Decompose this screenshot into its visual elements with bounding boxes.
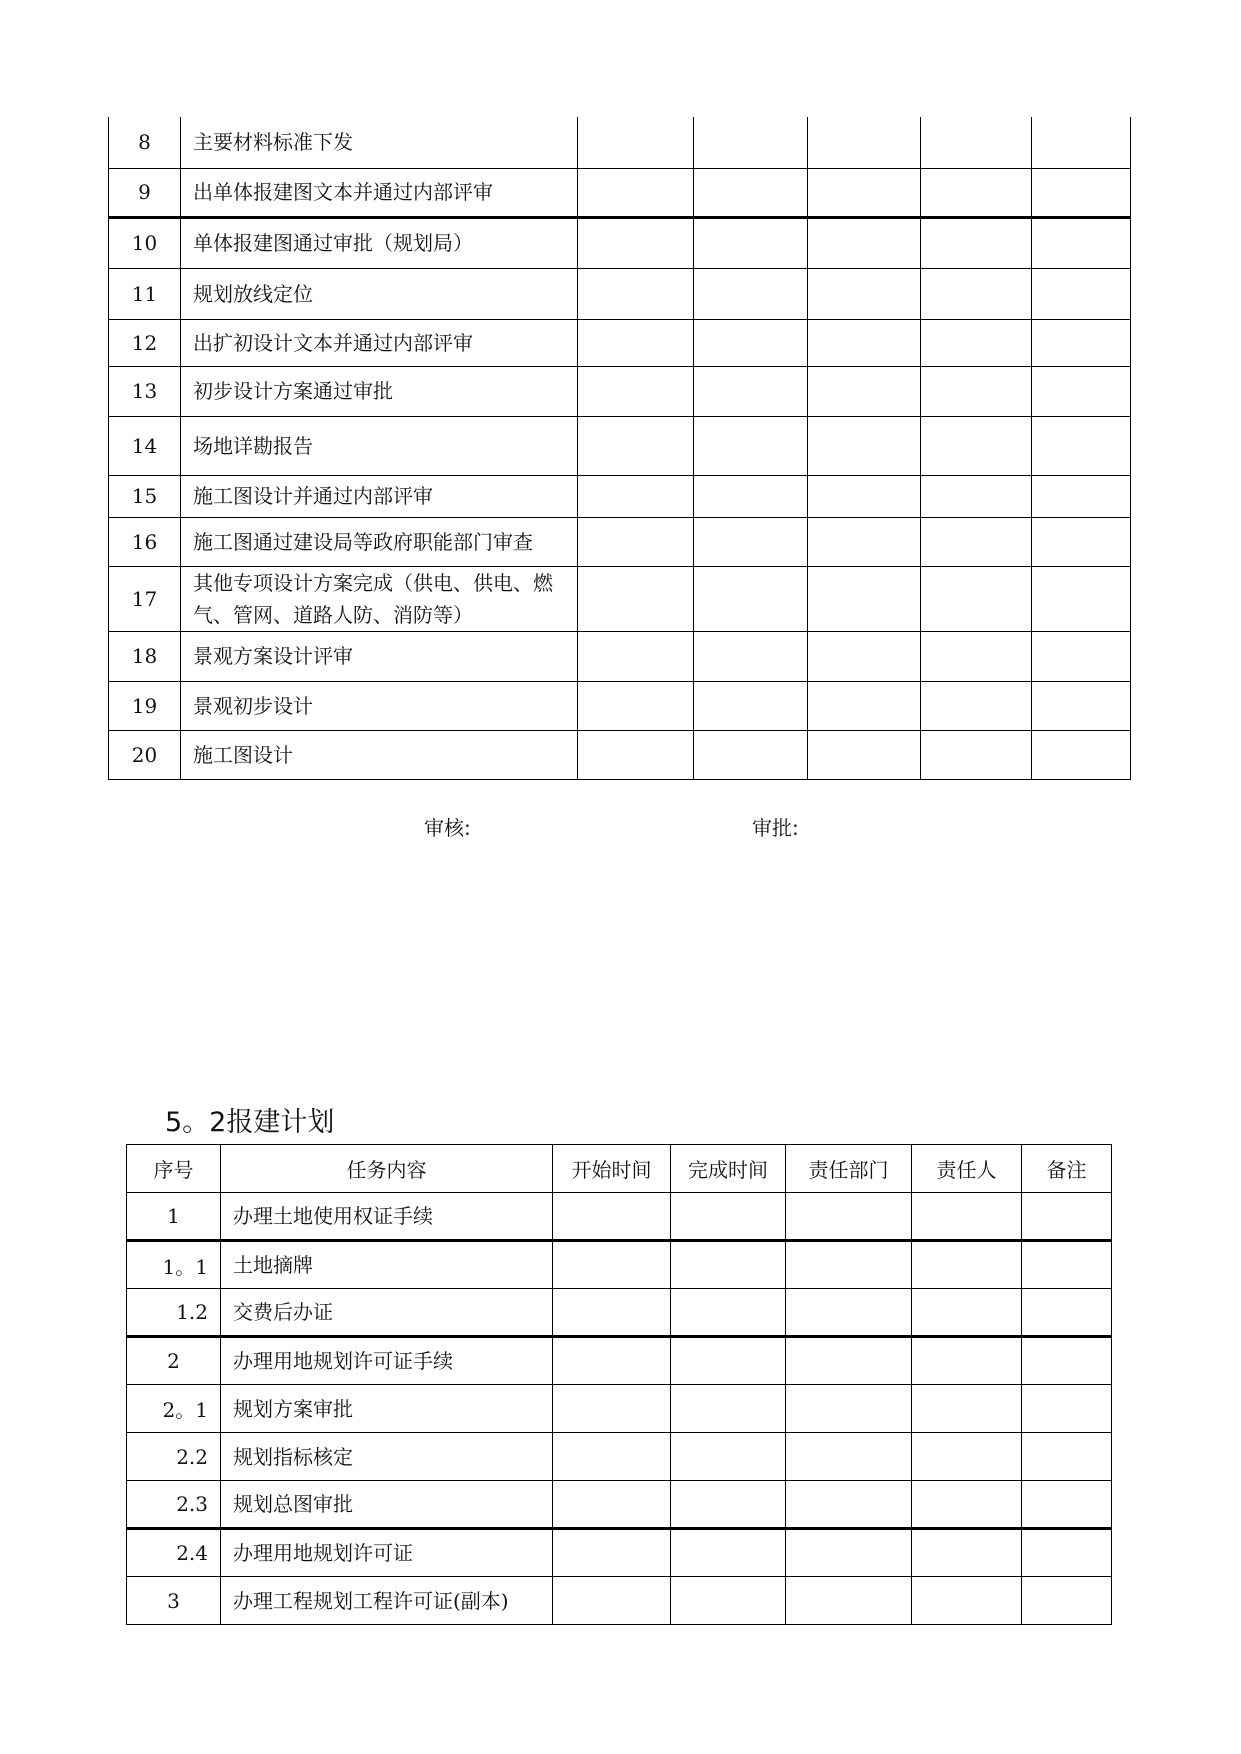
empty-cell[interactable] (921, 681, 1032, 730)
empty-cell[interactable] (912, 1241, 1022, 1289)
table-row (109, 117, 1131, 168)
empty-cell[interactable] (808, 631, 921, 681)
empty-cell[interactable] (694, 631, 808, 681)
row-number: 2。1 (127, 1385, 221, 1433)
empty-cell[interactable] (671, 1385, 786, 1433)
empty-cell[interactable] (1032, 416, 1131, 475)
empty-cell[interactable] (912, 1337, 1022, 1385)
empty-cell[interactable] (786, 1337, 912, 1385)
row-number: 1。1 (127, 1241, 221, 1289)
table-row (109, 217, 1131, 268)
row-task: 土地摘牌 (221, 1241, 553, 1289)
empty-cell[interactable] (671, 1481, 786, 1529)
row-number: 18 (109, 631, 181, 681)
empty-cell[interactable] (694, 475, 808, 517)
empty-cell[interactable] (578, 730, 694, 779)
row-number: 10 (109, 217, 181, 268)
empty-cell[interactable] (808, 366, 921, 416)
empty-cell[interactable] (1022, 1385, 1112, 1433)
empty-cell[interactable] (808, 217, 921, 268)
empty-cell[interactable] (786, 1529, 912, 1577)
table-row (127, 1337, 1112, 1385)
empty-cell[interactable] (671, 1433, 786, 1481)
row-task: 交费后办证 (221, 1289, 553, 1337)
empty-cell[interactable] (1022, 1481, 1112, 1529)
row-number: 1.2 (127, 1289, 221, 1337)
row-number: 15 (109, 475, 181, 517)
empty-cell[interactable] (553, 1481, 671, 1529)
empty-cell[interactable] (1022, 1433, 1112, 1481)
empty-cell[interactable] (921, 517, 1032, 566)
empty-cell[interactable] (912, 1433, 1022, 1481)
row-number: 2.2 (127, 1433, 221, 1481)
empty-cell[interactable] (808, 268, 921, 319)
empty-cell[interactable] (808, 517, 921, 566)
header-finish: 完成时间 (671, 1145, 786, 1193)
empty-cell[interactable] (553, 1241, 671, 1289)
empty-cell[interactable] (1032, 631, 1131, 681)
empty-cell[interactable] (553, 1289, 671, 1337)
empty-cell[interactable] (553, 1193, 671, 1241)
table-row (109, 631, 1131, 681)
row-task: 办理用地规划许可证手续 (221, 1337, 553, 1385)
empty-cell[interactable] (1032, 217, 1131, 268)
table-header-row (127, 1145, 1112, 1193)
row-number: 2.3 (127, 1481, 221, 1529)
table-row (127, 1577, 1112, 1625)
empty-cell[interactable] (578, 168, 694, 217)
empty-cell[interactable] (1022, 1529, 1112, 1577)
empty-cell[interactable] (671, 1193, 786, 1241)
empty-cell[interactable] (786, 1193, 912, 1241)
empty-cell[interactable] (808, 681, 921, 730)
empty-cell[interactable] (1022, 1337, 1112, 1385)
row-number: 13 (109, 366, 181, 416)
row-task: 出扩初设计文本并通过内部评审 (181, 319, 578, 366)
empty-cell[interactable] (912, 1193, 1022, 1241)
empty-cell[interactable] (694, 517, 808, 566)
header-person: 责任人 (912, 1145, 1022, 1193)
empty-cell[interactable] (1032, 168, 1131, 217)
row-task: 规划方案审批 (221, 1385, 553, 1433)
empty-cell[interactable] (671, 1577, 786, 1625)
header-no: 序号 (127, 1145, 221, 1193)
row-task: 办理工程规划工程许可证(副本) (221, 1577, 553, 1625)
empty-cell[interactable] (1032, 517, 1131, 566)
empty-cell[interactable] (808, 566, 921, 631)
empty-cell[interactable] (1032, 319, 1131, 366)
row-task: 单体报建图通过审批（规划局） (181, 217, 578, 268)
empty-cell[interactable] (1032, 681, 1131, 730)
table-row (109, 168, 1131, 217)
row-number: 2.4 (127, 1529, 221, 1577)
table-row (127, 1241, 1112, 1289)
empty-cell[interactable] (921, 416, 1032, 475)
empty-cell[interactable] (694, 416, 808, 475)
empty-cell[interactable] (786, 1385, 912, 1433)
row-task: 主要材料标准下发 (181, 117, 578, 168)
permit-plan-table (126, 1144, 1112, 1625)
empty-cell[interactable] (921, 475, 1032, 517)
row-number: 14 (109, 416, 181, 475)
empty-cell[interactable] (921, 268, 1032, 319)
empty-cell[interactable] (786, 1577, 912, 1625)
empty-cell[interactable] (553, 1337, 671, 1385)
empty-cell[interactable] (578, 631, 694, 681)
table-row (109, 566, 1131, 631)
header-task: 任务内容 (221, 1145, 553, 1193)
empty-cell[interactable] (808, 117, 921, 168)
empty-cell[interactable] (1022, 1289, 1112, 1337)
empty-cell[interactable] (921, 217, 1032, 268)
table-row (109, 268, 1131, 319)
empty-cell[interactable] (912, 1577, 1022, 1625)
empty-cell[interactable] (1032, 566, 1131, 631)
row-task: 场地详勘报告 (181, 416, 578, 475)
row-task: 施工图通过建设局等政府职能部门审查 (181, 517, 578, 566)
header-remark: 备注 (1022, 1145, 1112, 1193)
empty-cell[interactable] (578, 117, 694, 168)
empty-cell[interactable] (1032, 475, 1131, 517)
row-number: 9 (109, 168, 181, 217)
empty-cell[interactable] (578, 268, 694, 319)
row-task: 办理土地使用权证手续 (221, 1193, 553, 1241)
empty-cell[interactable] (578, 566, 694, 631)
empty-cell[interactable] (1022, 1577, 1112, 1625)
row-task: 其他专项设计方案完成（供电、供电、燃气、管网、道路人防、消防等） (181, 566, 578, 631)
section-title: 5。2报建计划 (165, 1107, 335, 1138)
row-number: 3 (127, 1577, 221, 1625)
header-start: 开始时间 (553, 1145, 671, 1193)
empty-cell[interactable] (1022, 1193, 1112, 1241)
empty-cell[interactable] (671, 1337, 786, 1385)
empty-cell[interactable] (921, 631, 1032, 681)
empty-cell[interactable] (921, 319, 1032, 366)
row-number: 19 (109, 681, 181, 730)
empty-cell[interactable] (921, 117, 1032, 168)
table-row (127, 1433, 1112, 1481)
table-row (127, 1289, 1112, 1337)
table-row (109, 517, 1131, 566)
row-task: 规划总图审批 (221, 1481, 553, 1529)
empty-cell[interactable] (671, 1241, 786, 1289)
table-row (109, 319, 1131, 366)
empty-cell[interactable] (786, 1481, 912, 1529)
empty-cell[interactable] (912, 1289, 1022, 1337)
table-row (109, 416, 1131, 475)
empty-cell[interactable] (578, 475, 694, 517)
header-dept: 责任部门 (786, 1145, 912, 1193)
empty-cell[interactable] (694, 319, 808, 366)
empty-cell[interactable] (808, 730, 921, 779)
table-row (109, 475, 1131, 517)
row-task: 规划指标核定 (221, 1433, 553, 1481)
empty-cell[interactable] (694, 117, 808, 168)
empty-cell[interactable] (553, 1385, 671, 1433)
empty-cell[interactable] (578, 681, 694, 730)
empty-cell[interactable] (921, 730, 1032, 779)
row-number: 12 (109, 319, 181, 366)
row-task: 办理用地规划许可证 (221, 1529, 553, 1577)
empty-cell[interactable] (1022, 1241, 1112, 1289)
row-number: 20 (109, 730, 181, 779)
empty-cell[interactable] (578, 319, 694, 366)
row-number: 1 (127, 1193, 221, 1241)
table-row (109, 681, 1131, 730)
empty-cell[interactable] (786, 1289, 912, 1337)
empty-cell[interactable] (578, 366, 694, 416)
row-task: 施工图设计 (181, 730, 578, 779)
empty-cell[interactable] (694, 566, 808, 631)
empty-cell[interactable] (553, 1433, 671, 1481)
empty-cell[interactable] (1032, 730, 1131, 779)
design-plan-table (108, 117, 1131, 780)
empty-cell[interactable] (553, 1577, 671, 1625)
empty-cell[interactable] (786, 1241, 912, 1289)
row-task: 景观初步设计 (181, 681, 578, 730)
table-row (127, 1193, 1112, 1241)
row-number: 2 (127, 1337, 221, 1385)
row-number: 11 (109, 268, 181, 319)
empty-cell[interactable] (671, 1529, 786, 1577)
row-number: 16 (109, 517, 181, 566)
empty-cell[interactable] (1032, 366, 1131, 416)
empty-cell[interactable] (912, 1481, 1022, 1529)
table-row (109, 730, 1131, 779)
empty-cell[interactable] (921, 168, 1032, 217)
approve-signature-label: 审批: (752, 816, 799, 840)
empty-cell[interactable] (912, 1529, 1022, 1577)
empty-cell[interactable] (578, 517, 694, 566)
empty-cell[interactable] (694, 168, 808, 217)
empty-cell[interactable] (694, 366, 808, 416)
row-task: 初步设计方案通过审批 (181, 366, 578, 416)
empty-cell[interactable] (694, 268, 808, 319)
table-row (127, 1385, 1112, 1433)
table-row (127, 1529, 1112, 1577)
row-task: 规划放线定位 (181, 268, 578, 319)
empty-cell[interactable] (671, 1289, 786, 1337)
empty-cell[interactable] (808, 475, 921, 517)
empty-cell[interactable] (912, 1385, 1022, 1433)
row-number: 8 (109, 117, 181, 168)
empty-cell[interactable] (553, 1529, 671, 1577)
table-row (127, 1481, 1112, 1529)
empty-cell[interactable] (1032, 117, 1131, 168)
empty-cell[interactable] (786, 1433, 912, 1481)
empty-cell[interactable] (578, 416, 694, 475)
row-task: 景观方案设计评审 (181, 631, 578, 681)
empty-cell[interactable] (1032, 268, 1131, 319)
row-task: 出单体报建图文本并通过内部评审 (181, 168, 578, 217)
row-task: 施工图设计并通过内部评审 (181, 475, 578, 517)
row-number: 17 (109, 566, 181, 631)
empty-cell[interactable] (808, 319, 921, 366)
empty-cell[interactable] (808, 168, 921, 217)
table-row (109, 366, 1131, 416)
empty-cell[interactable] (921, 566, 1032, 631)
empty-cell[interactable] (694, 681, 808, 730)
empty-cell[interactable] (694, 730, 808, 779)
empty-cell[interactable] (578, 217, 694, 268)
empty-cell[interactable] (808, 416, 921, 475)
review-signature-label: 审核: (424, 816, 471, 840)
empty-cell[interactable] (921, 366, 1032, 416)
empty-cell[interactable] (694, 217, 808, 268)
